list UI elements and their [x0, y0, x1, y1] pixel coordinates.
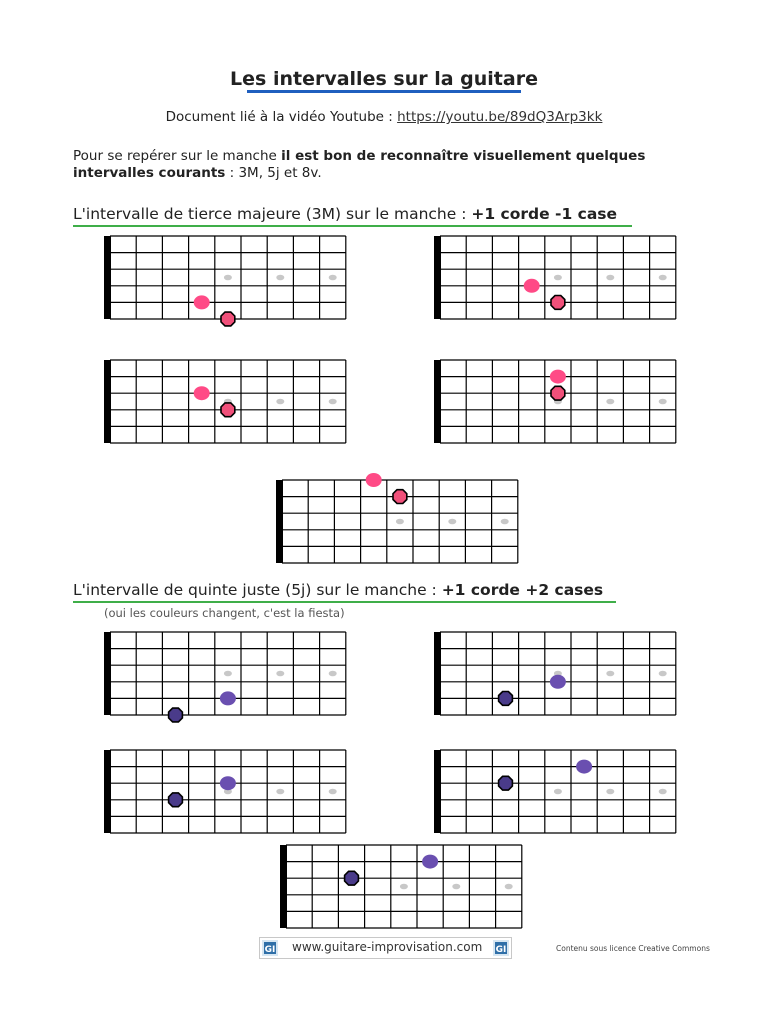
inlay-dot	[276, 275, 284, 281]
inlay-dot	[505, 884, 513, 890]
nut	[434, 632, 441, 715]
root-note	[194, 386, 210, 400]
root-note	[550, 370, 566, 384]
inlay-dot	[448, 519, 456, 525]
section-heading-third	[73, 205, 617, 223]
fretboard-third-5	[276, 480, 526, 566]
section-heading-third-prefix: L'intervalle de tierce majeure (3M) sur le manche :	[73, 205, 472, 223]
fretboard-fifth-2	[434, 632, 684, 718]
root-note	[220, 776, 236, 790]
gi-logo-icon-right: GI	[493, 940, 509, 956]
nut	[104, 750, 111, 833]
inlay-dot	[276, 399, 284, 405]
fifth-note	[345, 871, 359, 885]
fifth-note	[499, 692, 513, 706]
inlay-dot	[400, 884, 408, 890]
inlay-dot	[554, 789, 562, 795]
inlay-dot	[606, 275, 614, 281]
nut	[104, 360, 111, 443]
third-note	[551, 386, 565, 400]
inlay-dot	[329, 275, 337, 281]
inlay-dot	[329, 399, 337, 405]
fifth-note	[169, 708, 183, 722]
inlay-dot	[501, 519, 509, 525]
fretboard-third-4	[434, 360, 684, 446]
fretboard-fifth-1	[104, 632, 354, 718]
root-note	[220, 691, 236, 705]
inlay-dot	[659, 399, 667, 405]
section-heading-third-rule: +1 corde -1 case	[471, 205, 618, 223]
root-note	[422, 855, 438, 869]
nut	[434, 236, 441, 319]
page-title: Les intervalles sur la guitare	[230, 68, 538, 90]
fretboard-third-1	[104, 236, 354, 322]
section-underline-fifth	[73, 601, 616, 603]
nut	[104, 236, 111, 319]
inlay-dot	[606, 399, 614, 405]
subtitle-prefix: Document lié à la vidéo Youtube :	[165, 109, 398, 125]
root-note	[194, 295, 210, 309]
inlay-dot	[606, 789, 614, 795]
inlay-dot	[329, 671, 337, 677]
section-underline-third	[73, 225, 632, 227]
inlay-dot	[659, 275, 667, 281]
root-note	[576, 760, 592, 774]
intro-bold: il est bon de reconnaître visuellement quelques intervalles courants	[73, 148, 646, 181]
nut	[280, 845, 287, 928]
root-note	[550, 675, 566, 689]
fretboard-third-2	[434, 236, 684, 322]
inlay-dot	[329, 789, 337, 795]
intro-text-1: Pour se repérer sur le manche	[73, 148, 282, 164]
section-heading-fifth-prefix: L'intervalle de quinte juste (5j) sur le manche :	[73, 581, 442, 599]
fretboard-fifth-3	[104, 750, 354, 836]
inlay-dot	[452, 884, 460, 890]
subtitle	[0, 109, 768, 125]
third-note	[221, 312, 235, 326]
fifth-note	[499, 776, 513, 790]
inlay-dot	[276, 789, 284, 795]
fretboard-fifth-5	[280, 845, 530, 931]
third-note	[393, 490, 407, 504]
inlay-dot	[396, 519, 404, 525]
footer-url[interactable]: www.guitare-improvisation.com	[292, 940, 483, 954]
nut	[434, 750, 441, 833]
third-note	[221, 403, 235, 417]
third-note	[551, 296, 565, 310]
section-heading-fifth-rule: +1 corde +2 cases	[441, 581, 604, 599]
title-underline	[247, 90, 521, 93]
inlay-dot	[276, 671, 284, 677]
nut	[276, 480, 283, 563]
nut	[434, 360, 441, 443]
root-note	[524, 279, 540, 293]
root-note	[366, 473, 382, 487]
intro-text-2: : 3M, 5j et 8v.	[225, 165, 322, 181]
section-heading-fifth	[73, 581, 603, 599]
fifth-note	[169, 793, 183, 807]
inlay-dot	[224, 671, 232, 677]
fretboard-fifth-4	[434, 750, 684, 836]
inlay-dot	[224, 275, 232, 281]
nut	[104, 632, 111, 715]
youtube-link[interactable]: https://youtu.be/89dQ3Arp3kk	[397, 109, 603, 125]
inlay-dot	[659, 789, 667, 795]
fiesta-note: (oui les couleurs changent, c'est la fiesta)	[104, 606, 345, 620]
gi-logo-icon-left: GI	[262, 940, 278, 956]
license-text: Contenu sous licence Creative Commons	[556, 944, 710, 953]
intro-paragraph	[73, 148, 713, 182]
inlay-dot	[606, 671, 614, 677]
fretboard-third-3	[104, 360, 354, 446]
inlay-dot	[554, 275, 562, 281]
inlay-dot	[659, 671, 667, 677]
